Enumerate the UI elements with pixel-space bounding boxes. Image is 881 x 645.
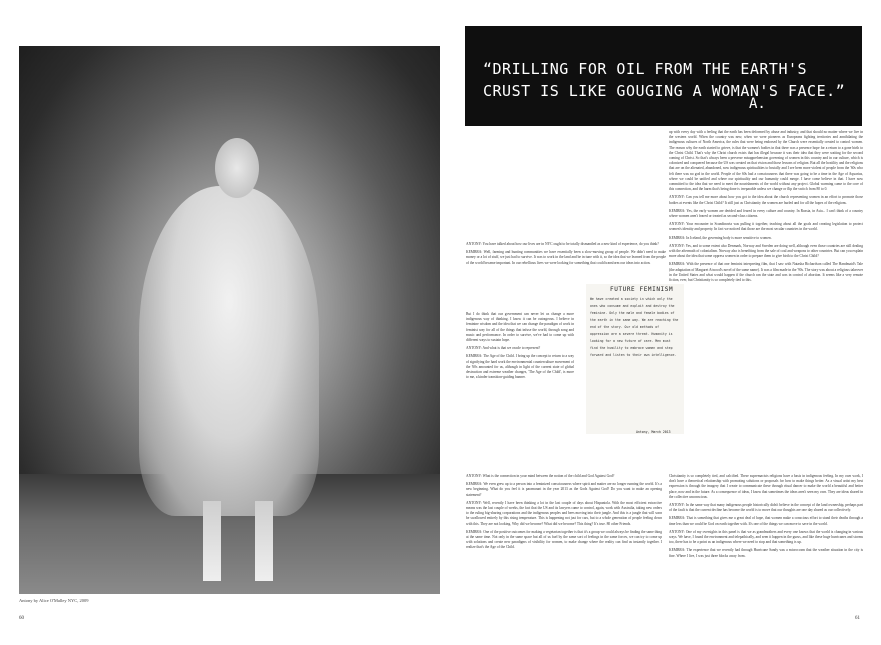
- paragraph: KEMBRA: That is something that gives me a great deal of hope, that women make a conscious effort to stand their deaths through a time less than we could be God on earth together with. It's one of the things we can move to save in the world.: [669, 516, 863, 526]
- paragraph: KEMBRA: Well, farming and hunting communities we have essentially been a slow-moving group of people. We didn't need to make money or a lot of stuff, we just had to survive. It was to work in the land and be in tune with it, so the idea that we learned from the people of the world became important. In our rebellious lives we were looking for something that could transform our ideas into action.: [466, 250, 666, 265]
- paragraph: ANTONY: In the same way that many indigenous people historically didn't believe in the concept of the land ownership, perhaps part of the fault is that the current decline has become the world is to move that our thoughts are one day shared as our collectively.: [669, 503, 863, 513]
- paragraph: up with every day with a feeling that the earth has been deformed by abuse and industry, and that should no matter where we live in the western world. When the country was new, when we were pioneers as Europeans fighting territories and annihilating the indigenous cultures of North America, the rules that were being endorsed by the Church were essentially created to control women. The reason why the earth started to grieve, is that the women's bodies in that there was a presence hope for a return to a gone birth to the Christ Child. That's why the Christ church exists that has illegal because it was their idea that they were waiting for the second coming of Christ. So that's always been a perverse misapprehension governing of women in this country and in our culture, which is colonized and conquered because the US was created on that vision and those lessons of religion. But all the hostility and the religions that are on the alienated, abandoned, now indigenous spiritualities to brutally and I see been more violent of people from the '60s who felt there was no god in the world. People of the 60s had a consciousness that there was going to be a time in the Age of Aquarius, where we could be unified and where our spirituality and our humanity could merge. I have come believe in that. I have now committed to the idea that we need to meet the nourishments of the world without any project. Global warming came to the core of this connection, and the harm that's being done is irreparable unless we change or flip the switch from 80 to 0.: [669, 130, 863, 192]
- paragraph: ANTONY: Your encounter in Scandinavia was pulling it together, teaching about all the goals and creating legislation to protect women's identity and property. In fact we noticed that those are the most secular countries in the world.: [669, 222, 863, 232]
- photo-head: [215, 138, 259, 198]
- paragraph: But I do think that our government can never let us change a more indigenous way of thinking. I know it can be outrageous. I believe in feminine wisdom and the idea that we can change the paradigm of work in feminist way for all of the things that infuse the world, through song and music and performance. In order to survive, we've had to come up with different ways to sustain hope.: [466, 312, 574, 343]
- paragraph: ANTONY: Can you tell me more about how you got to the idea about the church representing women in an effort to promote those bodies at events like the Christ Child? It still just as Christianity the women are hurled and for all the hopes of the religions.: [669, 195, 863, 205]
- photo-leg-right: [255, 501, 273, 581]
- quote-text: “DRILLING FOR OIL FROM THE EARTH'S CRUST IS LIKE GOUGING A WOMAN'S FACE.”: [483, 60, 846, 100]
- paragraph: KEMBRA: We even grew up to a person into a feminized consciousness where spirit and matter are no longer running the world. It's a new beginning. What do you feel it is paramount in the year 2013 as the Gods Against God? Do you want to make an opening statement?: [466, 482, 662, 497]
- paragraph: ANTONY: Well, recently I have been thinking a lot in the last couple of days about Hispaniola. With the most efficient extractive means was the last couple of weeks, the fact that the US and its lawyers came to control, again, work with Australia, taking new orders to the ruling big-sharing corporations and the indigenous peoples and bees moving into their jungle. And this is a jungle that will soon be swallowed entirely by this rising temperature. This is happening not just for cars, but to a whole generation of people feeling down with this. They are not looking. Why did we become? What did we become? This thing? It's true. 80 other Friends.: [466, 500, 662, 526]
- col-right-top: [669, 130, 863, 470]
- page-number-right: 61: [855, 616, 860, 621]
- quote-box: [465, 26, 862, 126]
- portrait-photo: [19, 46, 440, 594]
- paragraph: ANTONY: What is the connection in your mind between the notion of the child and God Against God?: [466, 474, 615, 478]
- photo-leg-left: [203, 501, 221, 581]
- photo-caption: Antony by Alice O'Malley NYC, 2009: [19, 598, 89, 603]
- col-right-bottom: [669, 474, 863, 640]
- col-left-bottom: [466, 474, 662, 640]
- paragraph: KEMBRA: In Iceland, the governing body is more sensitive to women.: [669, 235, 772, 240]
- note-title: FUTURE FEMINISM: [610, 286, 674, 293]
- quote-author: A.: [749, 96, 766, 112]
- paragraph: Christianity is so completely tied, and calcified. These supremacists religions have a basis in indigenous feeling. In my own work, I don't have a theoretical relationship with promoting solutions or proposals for how to make things better. As a visual artist my best expression is through the imagery that I create to communicate these through ritual dancer to make the world a beautiful and better place, now and in the future. As a consequence of ideas, I know that sometimes the ideas aren't seen my own. They are ideas shared in the collective unconscious.: [669, 474, 863, 499]
- paragraph: ANTONY: One of my oversights in this panel is that we as grandmothers and every one knows that the world is changing in various ways. We have, I found the environment and telepathically, and seen it happen in the gurus, and like these huge hurricanes and storms too, there has to be a point as an indigenous where we need to stop and that something is up.: [669, 529, 863, 545]
- paragraph: KEMBRA: With the presence of that one feminist interpreting film, that I saw with Natasha Richardson called The Handmaid's Tale (the adaptation of Margaret Atwood's novel of the same name). It was a film made in the '90s. The story was about a religious takeover in the United States and what would happen if the church ran the state and was in control of abortion. It seems like a very remote fiction, ever, but Christianity is so completely tied to this.: [669, 262, 863, 283]
- photo-dress-figure: [139, 186, 319, 516]
- paragraph: ANTONY: Yes, and to some extent also Denmark, Norway and Sweden are doing well, although even those countries are still dealing with the aftermath of colonialism. Norway also is benefiting from the sale of coal and weapons to other countries. But can you explain more about the idea that some oppress women in order to prepare them to give birth to the Christ Child?: [669, 243, 863, 259]
- page-number-left: 60: [19, 616, 24, 621]
- paragraph: KEMBRA: The experience that we recently had through Hurricane Sandy was a microcosm that the weather situation in the city is fine. Where I live, I was just three blocks away from.: [669, 548, 863, 558]
- paragraph: ANTONY: And what is that we oracle to represent?: [466, 346, 541, 351]
- paragraph: KEMBRA: One of the positive outcomes for making a vegetarian together is that it's a group we could always be finding the same thing at the same time. Not only in the same space but all of us fuel by the same sort of feelings in the same forces, we can try to come up with solutions and create new paradigms of visibility for women, to make change where the reality can find us instantly together. I realize that's the Age of the Child.: [466, 529, 662, 550]
- col-left-mid: [466, 312, 574, 470]
- paragraph: ANTONY: You have talked about how our lives are in NYC ought to be totally dismantled as a new kind of experience, do you think?: [466, 242, 659, 246]
- note-signature: Antony, March 2013: [636, 430, 671, 434]
- paragraph: KEMBRA: The Age of the Child. I bring up the concept to return to a way of signifying the hard work the environmental counterculture movement of the '60s amounted for us, although in light of the current state of global destruction and extreme weather changes, 'The Age of the Child', is more to me, a kinder transition-guiding banner.: [466, 354, 574, 380]
- paragraph: KEMBRA: Yes, the early women are derided and feared in every culture and country. In Russia, in Asia... I can't think of a country where women aren't feared or treated as second-class citizens.: [669, 208, 863, 219]
- note-body: We have created a society in which only the ones who consume and exploit and destroy the feminine. Only the male and female bodies of the earth in the same way. We are reaching the end of the story. Our old methods of oppression are a severe threat. Humanity is looking for a new future of care. Men must find the humility to embrace women and step forward and listen to their own intelligence.: [590, 297, 679, 357]
